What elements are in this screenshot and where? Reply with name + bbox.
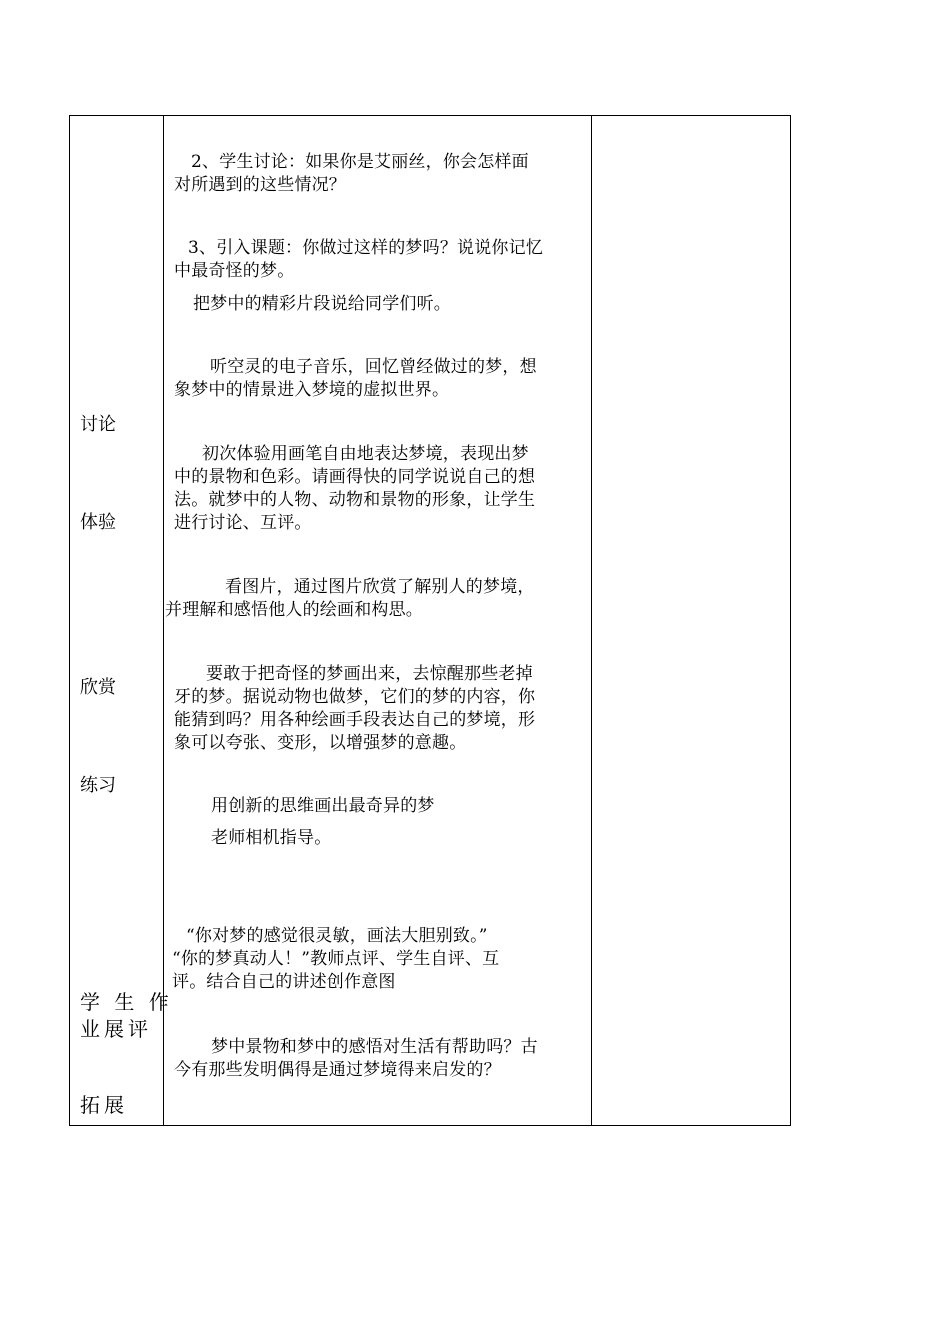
text-line: 法。就梦中的人物、动物和景物的形象，让学生 xyxy=(174,490,536,510)
label-student-work-line1: 学 生 作 xyxy=(80,990,173,1014)
label-experience: 体验 xyxy=(80,512,116,533)
text-line: 看图片，通过图片欣赏了解别人的梦境， xyxy=(225,577,535,597)
text-line: 并理解和感悟他人的绘画和构思。 xyxy=(165,600,423,620)
paragraph-introduce-topic xyxy=(174,237,543,283)
label-appreciate: 欣赏 xyxy=(80,677,116,698)
paragraph-view-pictures xyxy=(165,576,535,622)
text-line: 中最奇怪的梦。 xyxy=(174,261,295,281)
text-line: 牙的梦。据说动物也做梦，它们的梦的内容，你 xyxy=(174,687,536,707)
text-line: 象可以夸张、变形，以增强梦的意趣。 xyxy=(174,733,467,753)
paragraph-listen-music xyxy=(174,356,537,402)
text-line: 中的景物和色彩。请画得快的同学说说自己的想 xyxy=(174,467,536,487)
label-practice: 练习 xyxy=(80,775,116,796)
text-line: 老师相机指导。 xyxy=(211,828,332,848)
label-discuss: 讨论 xyxy=(80,414,116,435)
text-line: 象梦中的情景进入梦境的虚拟世界。 xyxy=(174,380,450,400)
paragraph-student-discussion xyxy=(174,151,529,197)
paragraph-first-experience xyxy=(174,443,535,535)
paragraph-share-dream xyxy=(193,293,451,316)
paragraph-evaluation xyxy=(172,925,499,994)
paragraph-creative-drawing xyxy=(211,795,435,818)
text-line: 能猜到吗？用各种绘画手段表达自己的梦境，形 xyxy=(174,710,536,730)
lesson-table xyxy=(69,115,791,1126)
text-line: 用创新的思维画出最奇异的梦 xyxy=(211,796,435,816)
text-line: “你的梦真动人！”教师点评、学生自评、互 xyxy=(172,949,500,969)
text-line: 今有那些发明偶得是通过梦境得来启发的？ xyxy=(174,1060,501,1080)
column-divider-right xyxy=(591,116,592,1125)
text-line: 进行讨论、互评。 xyxy=(174,513,312,533)
text-line: 把梦中的精彩片段说给同学们听。 xyxy=(193,294,451,314)
column-divider-left xyxy=(163,116,164,1125)
text-line: “你对梦的感觉很灵敏，画法大胆别致。” xyxy=(186,926,488,946)
text-line: 评。结合自己的讲述创作意图 xyxy=(172,972,396,992)
label-student-work-line2: 业展评 xyxy=(80,1017,152,1041)
text-line: 听空灵的电子音乐，回忆曾经做过的梦，想 xyxy=(210,357,537,377)
text-line: 要敢于把奇怪的梦画出来，去惊醒那些老掉 xyxy=(206,664,533,684)
text-line: 3、引入课题：你做过这样的梦吗？说说你记忆 xyxy=(188,238,544,258)
text-line: 2、学生讨论：如果你是艾丽丝，你会怎样面 xyxy=(191,152,529,172)
paragraph-extension xyxy=(174,1036,538,1082)
paragraph-teacher-guidance xyxy=(211,827,331,850)
text-line: 初次体验用画笔自由地表达梦境，表现出梦 xyxy=(202,444,529,464)
text-line: 梦中景物和梦中的感悟对生活有帮助吗？古 xyxy=(211,1037,538,1057)
label-extend: 拓展 xyxy=(80,1093,128,1117)
paragraph-dare-to-draw xyxy=(174,663,535,755)
text-line: 对所遇到的这些情况？ xyxy=(174,175,346,195)
